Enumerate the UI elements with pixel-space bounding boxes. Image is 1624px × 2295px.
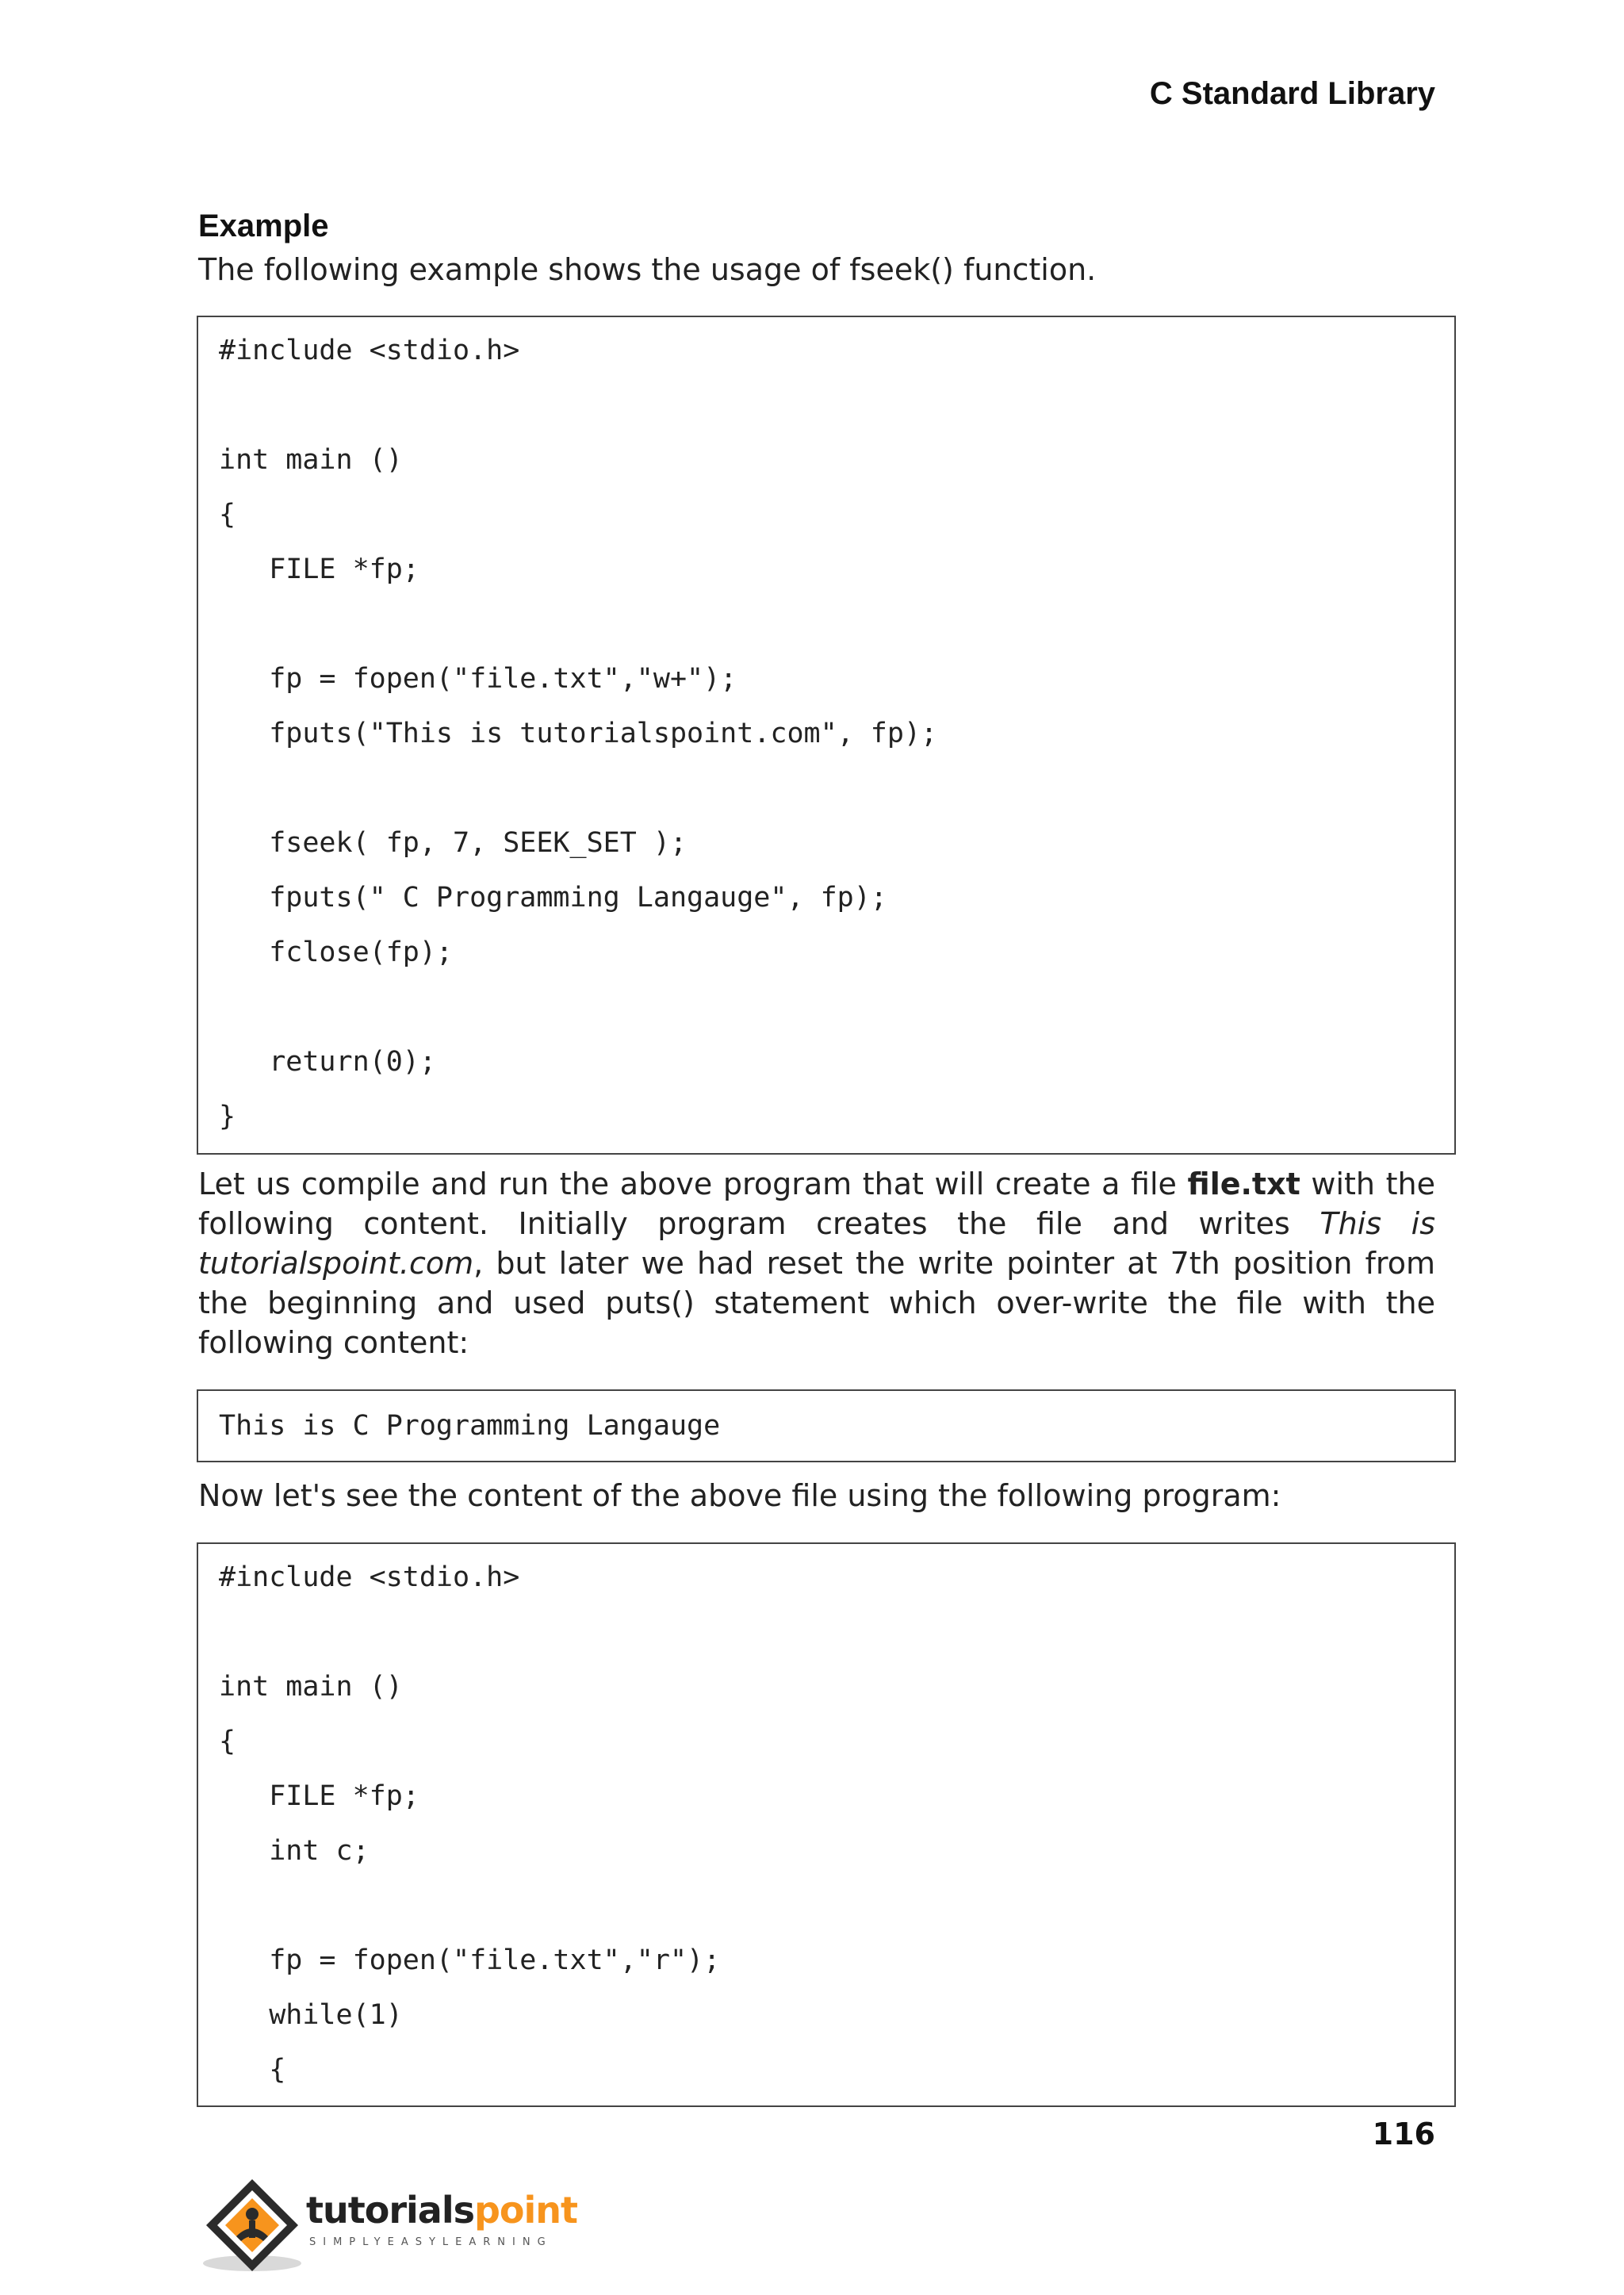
code-line: fseek( fp, 7, SEEK_SET ); (219, 827, 688, 859)
page-number: 116 (1372, 2117, 1435, 2151)
code-line: { (219, 2054, 286, 2086)
code-line: while(1) (219, 1999, 403, 2031)
code-line: int c; (219, 1835, 370, 1867)
logo-emblem-icon (197, 2174, 308, 2278)
running-header: C Standard Library (1149, 76, 1435, 111)
code-line: int main () (219, 1671, 403, 1703)
section-heading: Example (198, 209, 329, 243)
logo-wordmark (306, 2189, 577, 2232)
code-line: fp = fopen("file.txt","r"); (219, 1944, 721, 1976)
paragraph-text: , but later we had reset the write pointer at 7th position from the beginning and used puts() statement which over-write the file with the following content: (198, 1246, 1435, 1360)
paragraph-text: with the following content. Initially program creates the file and writes (198, 1167, 1435, 1241)
code-block-read-example (197, 1542, 1456, 2107)
filename-bold: file.txt (1187, 1167, 1300, 1201)
logo-text-point: point (473, 2189, 578, 2232)
code-line: FILE *fp; (219, 1780, 419, 1812)
intro-text: The following example shows the usage of fseek() function. (198, 252, 1097, 287)
code-line: } (219, 1101, 236, 1132)
code-line: #include <stdio.h> (219, 1561, 520, 1593)
code-line: fputs("This is tutorialspoint.com", fp); (219, 718, 938, 749)
code-line: #include <stdio.h> (219, 335, 520, 366)
explanation-paragraph (198, 1164, 1435, 1362)
output-block (197, 1389, 1456, 1462)
second-paragraph: Now let's see the content of the above file using the following program: (198, 1478, 1281, 1513)
code-line: fputs(" C Programming Langauge", fp); (219, 882, 887, 914)
tutorialspoint-logo (197, 2174, 577, 2278)
code-line: FILE *fp; (219, 554, 419, 585)
code-line: { (219, 499, 236, 531)
code-line: return(0); (219, 1046, 436, 1078)
output-line: This is C Programming Langauge (219, 1410, 721, 1442)
logo-tagline: SIMPLYEASYLEARNING (309, 2236, 553, 2248)
logo-text-tutorials: tutorials (306, 2189, 474, 2232)
code-block-fseek-example (197, 316, 1456, 1155)
file-content-italic: This is tutorialspoint.com (198, 1206, 1435, 1281)
code-line: int main () (219, 444, 403, 476)
code-line: fclose(fp); (219, 937, 454, 968)
code-line: { (219, 1726, 236, 1757)
code-line: fp = fopen("file.txt","w+"); (219, 663, 737, 695)
paragraph-text: Let us compile and run the above program that will create a file (198, 1167, 1188, 1201)
